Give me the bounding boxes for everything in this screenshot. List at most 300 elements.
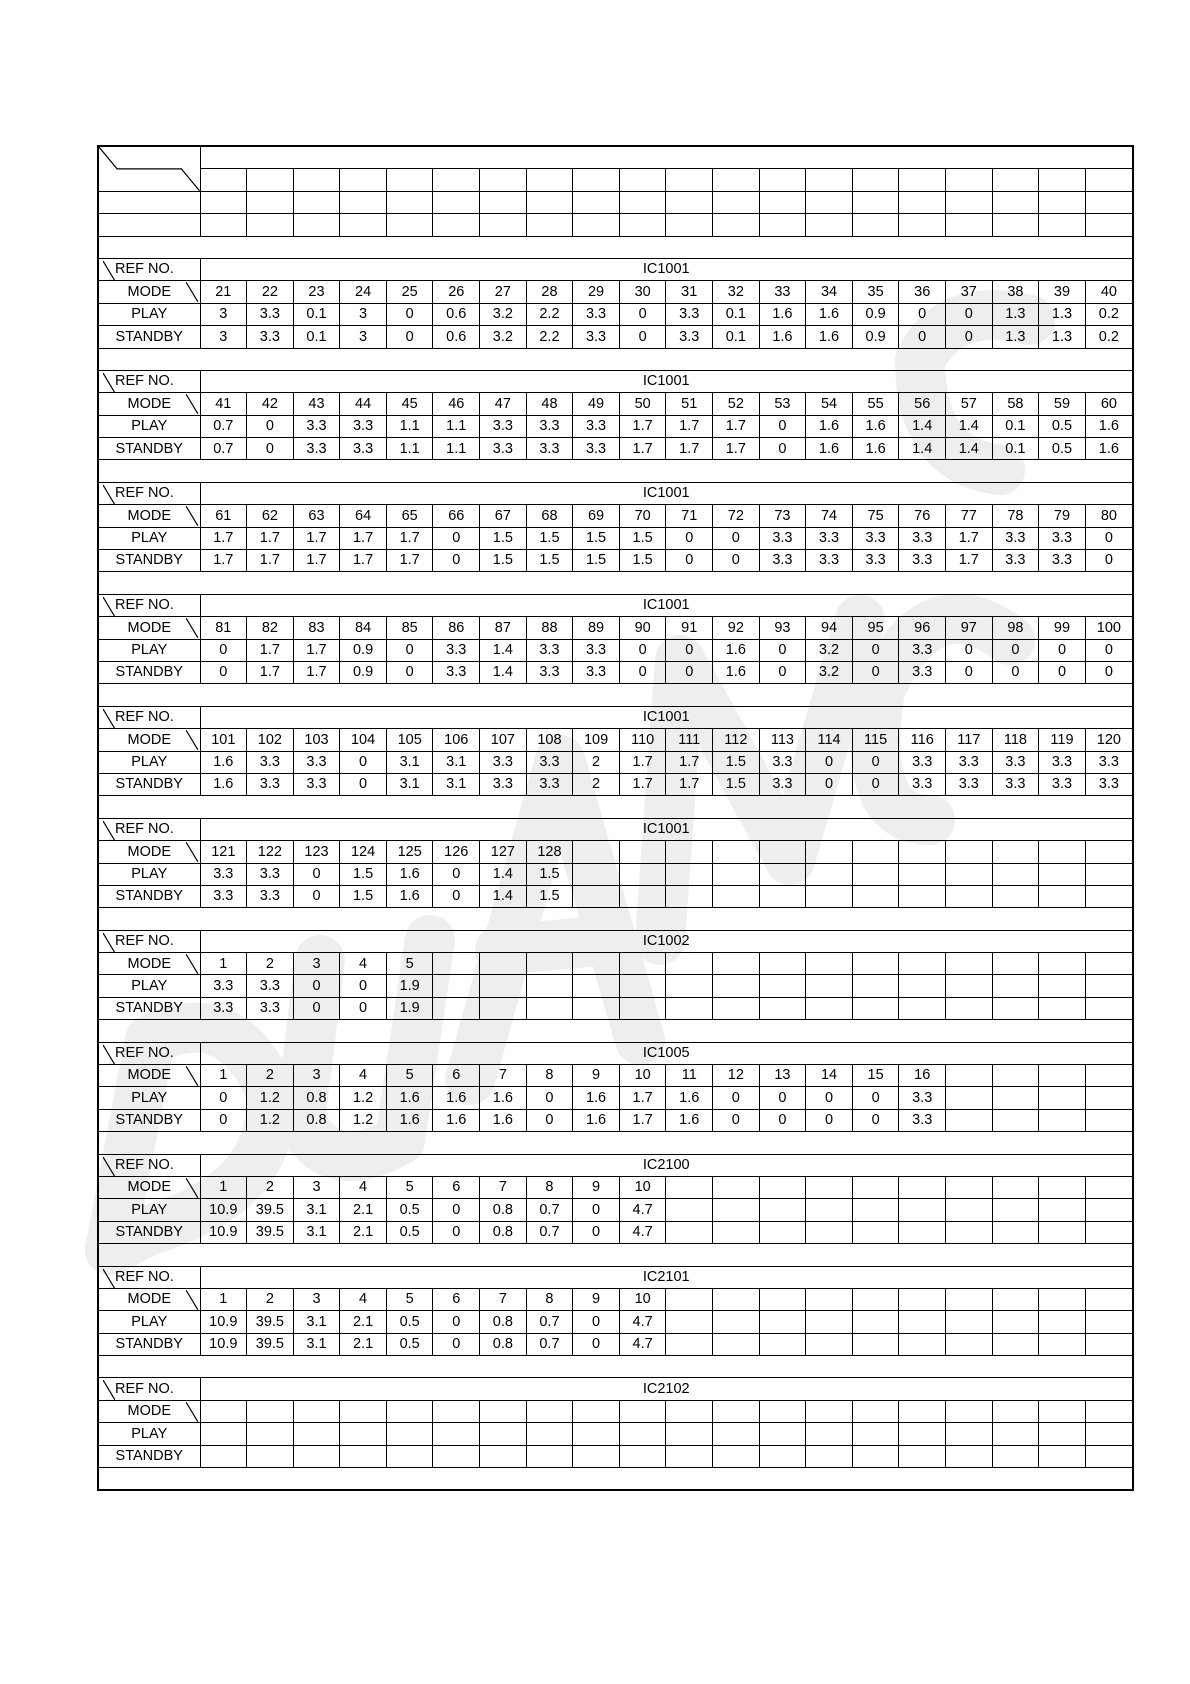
standby-voltage-cell: 0	[293, 997, 340, 1019]
play-voltage-cell	[946, 1087, 993, 1109]
pin-number-cell: 109	[573, 729, 620, 751]
play-voltage-cell: 4.7	[619, 1311, 666, 1333]
play-row	[99, 863, 1132, 885]
pin-number-cell: 118	[992, 729, 1039, 751]
play-voltage-cell: 39.5	[247, 1199, 294, 1221]
play-voltage-cell	[806, 1199, 853, 1221]
play-row	[99, 1423, 1132, 1445]
pin-number-cell: 23	[293, 281, 340, 303]
standby-label: STANDBY	[99, 438, 200, 460]
header-value-cell	[433, 191, 480, 213]
standby-voltage-cell: 3.1	[386, 773, 433, 795]
play-voltage-cell: 3	[200, 303, 247, 325]
standby-voltage-cell	[806, 1333, 853, 1355]
standby-row	[99, 885, 1132, 907]
standby-voltage-cell	[666, 1445, 713, 1467]
play-voltage-cell: 2.1	[340, 1311, 387, 1333]
play-voltage-cell: 3.3	[293, 751, 340, 773]
standby-voltage-cell	[713, 1221, 760, 1243]
pin-number-cell: 46	[433, 393, 480, 415]
pin-number-cell: 77	[946, 505, 993, 527]
standby-voltage-cell	[1085, 997, 1132, 1019]
spacer-row	[99, 460, 1132, 482]
ref-no-text: REF NO.	[115, 1268, 174, 1285]
play-voltage-cell: 3.3	[1039, 751, 1086, 773]
standby-voltage-cell	[946, 1221, 993, 1243]
play-voltage-cell: 1.7	[713, 415, 760, 437]
standby-voltage-cell	[433, 997, 480, 1019]
play-voltage-cell: 0	[386, 303, 433, 325]
pin-number-cell	[619, 953, 666, 975]
play-voltage-cell: 3	[340, 303, 387, 325]
pin-number-cell	[992, 1400, 1039, 1422]
standby-voltage-cell: 3.3	[526, 661, 573, 683]
pin-number-cell: 104	[340, 729, 387, 751]
play-voltage-cell: 3.3	[852, 527, 899, 549]
standby-voltage-cell: 0	[247, 438, 294, 460]
pin-number-cell: 72	[713, 505, 760, 527]
play-label: PLAY	[99, 415, 200, 437]
standby-voltage-cell: 3.3	[433, 661, 480, 683]
standby-voltage-cell: 0.8	[293, 1109, 340, 1131]
play-voltage-cell	[852, 1199, 899, 1221]
header-value-cell	[992, 191, 1039, 213]
standby-voltage-cell	[666, 1221, 713, 1243]
pin-number-cell: 61	[200, 505, 247, 527]
standby-row	[99, 550, 1132, 572]
pin-number-cell: 123	[293, 841, 340, 863]
pin-number-cell: 59	[1039, 393, 1086, 415]
play-label: PLAY	[99, 863, 200, 885]
standby-row	[99, 1109, 1132, 1131]
play-voltage-cell	[806, 1311, 853, 1333]
ref-no-label	[99, 594, 200, 616]
play-voltage-cell	[759, 975, 806, 997]
play-voltage-cell: 3.3	[480, 415, 527, 437]
ref-row	[99, 818, 1132, 840]
play-voltage-cell	[946, 1423, 993, 1445]
play-voltage-cell: 0.6	[433, 303, 480, 325]
standby-voltage-cell	[200, 1445, 247, 1467]
play-voltage-cell: 3.3	[340, 415, 387, 437]
standby-voltage-cell	[852, 1445, 899, 1467]
header-value-cell	[759, 214, 806, 236]
play-voltage-cell: 0.5	[1039, 415, 1086, 437]
pin-number-cell: 8	[526, 1065, 573, 1087]
play-voltage-cell: 0.5	[386, 1199, 433, 1221]
standby-voltage-cell	[573, 1445, 620, 1467]
play-voltage-cell: 0	[759, 1087, 806, 1109]
standby-voltage-cell: 0	[1085, 550, 1132, 572]
mode-text: MODE	[127, 1179, 171, 1196]
pin-number-cell: 7	[480, 1176, 527, 1198]
mode-row	[99, 505, 1132, 527]
standby-voltage-cell: 1.4	[480, 885, 527, 907]
play-label: PLAY	[99, 303, 200, 325]
play-voltage-cell: 0.1	[293, 303, 340, 325]
standby-voltage-cell: 3.3	[899, 550, 946, 572]
play-voltage-cell	[619, 975, 666, 997]
standby-voltage-cell: 1.7	[200, 550, 247, 572]
play-voltage-cell	[480, 975, 527, 997]
pin-number-cell: 113	[759, 729, 806, 751]
play-voltage-cell: 3.3	[899, 639, 946, 661]
play-voltage-cell	[992, 1311, 1039, 1333]
standby-voltage-cell: 4.7	[619, 1221, 666, 1243]
play-voltage-cell: 3.3	[992, 527, 1039, 549]
standby-voltage-cell: 1.5	[619, 550, 666, 572]
standby-voltage-cell: 0	[386, 661, 433, 683]
pin-number-cell: 22	[247, 281, 294, 303]
ref-no-text: REF NO.	[115, 821, 174, 838]
pin-number-cell: 52	[713, 393, 760, 415]
play-label: PLAY	[99, 1087, 200, 1109]
header-value-cell	[293, 214, 340, 236]
standby-label: STANDBY	[99, 1221, 200, 1243]
play-voltage-cell	[573, 1423, 620, 1445]
standby-voltage-cell: 2.2	[526, 326, 573, 348]
pin-number-cell: 108	[526, 729, 573, 751]
play-voltage-cell: 3.3	[480, 751, 527, 773]
standby-voltage-cell: 10.9	[200, 1333, 247, 1355]
header-value-cell	[1085, 191, 1132, 213]
pin-number-cell	[1039, 1176, 1086, 1198]
play-voltage-cell: 1.6	[433, 1087, 480, 1109]
pin-number-cell: 4	[340, 1176, 387, 1198]
play-voltage-cell: 1.6	[806, 415, 853, 437]
standby-voltage-cell: 1.6	[573, 1109, 620, 1131]
spacer-cell	[99, 348, 1132, 370]
header-value-row	[99, 214, 1132, 236]
pin-number-cell: 70	[619, 505, 666, 527]
standby-voltage-cell: 39.5	[247, 1221, 294, 1243]
spacer-row	[99, 572, 1132, 594]
play-voltage-cell	[573, 863, 620, 885]
standby-voltage-cell: 1.5	[526, 885, 573, 907]
pin-number-cell: 3	[293, 1288, 340, 1310]
pin-number-cell: 4	[340, 1065, 387, 1087]
standby-voltage-cell: 3.3	[1085, 773, 1132, 795]
standby-voltage-cell: 1.4	[946, 438, 993, 460]
standby-row	[99, 997, 1132, 1019]
pin-number-cell: 40	[1085, 281, 1132, 303]
standby-row	[99, 1333, 1132, 1355]
pin-number-cell: 67	[480, 505, 527, 527]
play-voltage-cell	[806, 975, 853, 997]
play-voltage-cell: 0	[433, 527, 480, 549]
play-label: PLAY	[99, 751, 200, 773]
play-row	[99, 975, 1132, 997]
standby-voltage-cell	[666, 997, 713, 1019]
standby-voltage-cell: 0	[1085, 661, 1132, 683]
standby-voltage-cell: 3.3	[480, 438, 527, 460]
play-voltage-cell: 0	[340, 751, 387, 773]
ref-no-text: REF NO.	[115, 709, 174, 726]
play-voltage-cell: 1.6	[386, 1087, 433, 1109]
pin-number-cell	[992, 841, 1039, 863]
standby-voltage-cell	[1039, 1109, 1086, 1131]
standby-voltage-cell	[992, 1445, 1039, 1467]
pin-number-cell: 3	[293, 1065, 340, 1087]
pin-number-cell: 6	[433, 1288, 480, 1310]
play-voltage-cell: 3.3	[806, 527, 853, 549]
play-voltage-cell	[899, 863, 946, 885]
play-voltage-cell: 0	[433, 863, 480, 885]
pin-number-cell: 120	[1085, 729, 1132, 751]
pin-number-cell: 93	[759, 617, 806, 639]
pin-number-cell: 37	[946, 281, 993, 303]
header-diagonal-cell	[99, 147, 200, 191]
pin-number-cell: 91	[666, 617, 713, 639]
ic-ref-cell: IC2102	[200, 1378, 1132, 1400]
play-voltage-cell: 0	[433, 1199, 480, 1221]
ic-ref-cell: IC2101	[200, 1266, 1132, 1288]
pin-number-cell: 111	[666, 729, 713, 751]
play-voltage-cell: 3.3	[247, 975, 294, 997]
mode-row	[99, 617, 1132, 639]
standby-voltage-cell: 1.1	[386, 438, 433, 460]
pin-number-cell: 65	[386, 505, 433, 527]
header-value-cell	[247, 214, 294, 236]
standby-voltage-cell: 3.3	[247, 326, 294, 348]
pin-number-cell	[573, 841, 620, 863]
ref-no-text: REF NO.	[115, 261, 174, 278]
pin-number-cell	[619, 1400, 666, 1422]
pin-number-cell	[247, 1400, 294, 1422]
play-voltage-cell	[1039, 863, 1086, 885]
play-voltage-cell: 1.6	[386, 863, 433, 885]
pin-number-cell: 1	[200, 953, 247, 975]
ref-no-label	[99, 706, 200, 728]
standby-voltage-cell: 0.6	[433, 326, 480, 348]
header-value-cell	[386, 214, 433, 236]
play-label: PLAY	[99, 1423, 200, 1445]
play-label: PLAY	[99, 527, 200, 549]
play-voltage-cell: 0	[340, 975, 387, 997]
standby-voltage-cell: 0	[759, 1109, 806, 1131]
pin-number-cell	[759, 841, 806, 863]
mode-text: MODE	[127, 1291, 171, 1308]
play-voltage-cell: 3.3	[573, 303, 620, 325]
standby-voltage-cell: 0	[619, 326, 666, 348]
spacer-row	[99, 1244, 1132, 1266]
play-voltage-cell: 0.1	[992, 415, 1039, 437]
play-voltage-cell: 3.3	[899, 751, 946, 773]
standby-voltage-cell	[480, 997, 527, 1019]
standby-voltage-cell: 1.9	[386, 997, 433, 1019]
mode-text: MODE	[127, 843, 171, 860]
pin-number-cell: 115	[852, 729, 899, 751]
play-voltage-cell: 1.7	[247, 639, 294, 661]
play-voltage-cell: 0.9	[852, 303, 899, 325]
play-voltage-cell: 0.7	[526, 1199, 573, 1221]
standby-voltage-cell: 3.3	[340, 438, 387, 460]
play-voltage-cell: 1.6	[200, 751, 247, 773]
standby-voltage-cell: 10.9	[200, 1221, 247, 1243]
standby-voltage-cell	[619, 885, 666, 907]
pin-number-cell: 31	[666, 281, 713, 303]
pin-number-cell	[899, 841, 946, 863]
pin-number-cell: 12	[713, 1065, 760, 1087]
standby-voltage-cell: 3.3	[247, 997, 294, 1019]
play-voltage-cell: 1.5	[526, 863, 573, 885]
standby-voltage-cell: 3.2	[806, 661, 853, 683]
header-value-cell	[480, 214, 527, 236]
header-pin-cell	[946, 169, 993, 191]
ref-no-text: REF NO.	[115, 373, 174, 390]
header-value-cell	[852, 191, 899, 213]
spacer-row	[99, 1020, 1132, 1042]
standby-voltage-cell: 1.6	[386, 885, 433, 907]
play-voltage-cell: 0	[200, 1087, 247, 1109]
play-voltage-cell	[946, 1199, 993, 1221]
pin-number-cell	[1039, 1288, 1086, 1310]
standby-voltage-cell: 3.3	[293, 773, 340, 795]
play-label: PLAY	[99, 1311, 200, 1333]
pin-number-cell: 2	[247, 1176, 294, 1198]
pin-number-cell	[992, 1176, 1039, 1198]
play-row	[99, 1311, 1132, 1333]
play-voltage-cell	[992, 863, 1039, 885]
header-value-cell	[99, 214, 200, 236]
play-voltage-cell: 3.3	[759, 527, 806, 549]
ic-ref-cell: IC1002	[200, 930, 1132, 952]
mode-row	[99, 1288, 1132, 1310]
header-pin-cell	[293, 169, 340, 191]
pin-number-cell: 83	[293, 617, 340, 639]
standby-voltage-cell: 0.5	[386, 1221, 433, 1243]
pin-number-cell	[713, 1400, 760, 1422]
play-voltage-cell: 39.5	[247, 1311, 294, 1333]
standby-voltage-cell: 3.1	[293, 1333, 340, 1355]
standby-voltage-cell: 0	[433, 1221, 480, 1243]
standby-voltage-cell	[759, 1445, 806, 1467]
play-voltage-cell	[1039, 1087, 1086, 1109]
standby-voltage-cell	[992, 1221, 1039, 1243]
pin-number-cell: 85	[386, 617, 433, 639]
header-value-cell	[386, 191, 433, 213]
standby-voltage-cell: 0	[433, 550, 480, 572]
standby-row	[99, 1221, 1132, 1243]
standby-voltage-cell: 1.5	[713, 773, 760, 795]
mode-label	[99, 953, 200, 975]
play-voltage-cell	[1085, 975, 1132, 997]
standby-voltage-cell	[526, 1445, 573, 1467]
standby-voltage-cell	[340, 1445, 387, 1467]
pin-number-cell: 94	[806, 617, 853, 639]
standby-voltage-cell: 0	[946, 326, 993, 348]
pin-number-cell: 114	[806, 729, 853, 751]
header-pin-cell	[200, 169, 247, 191]
ref-no-text: REF NO.	[115, 1045, 174, 1062]
pin-number-cell: 10	[619, 1176, 666, 1198]
pin-number-cell: 112	[713, 729, 760, 751]
standby-voltage-cell: 1.5	[340, 885, 387, 907]
play-voltage-cell: 0	[573, 1199, 620, 1221]
ref-row	[99, 258, 1132, 280]
header-value-cell	[1039, 214, 1086, 236]
standby-label: STANDBY	[99, 661, 200, 683]
play-voltage-cell	[1085, 1199, 1132, 1221]
play-voltage-cell: 1.6	[480, 1087, 527, 1109]
standby-voltage-cell	[806, 885, 853, 907]
pin-number-cell: 2	[247, 953, 294, 975]
standby-voltage-cell	[946, 997, 993, 1019]
play-row	[99, 415, 1132, 437]
ref-no-label	[99, 1266, 200, 1288]
header-value-cell	[247, 191, 294, 213]
voltage-table	[99, 147, 1132, 1489]
play-voltage-cell: 0.1	[713, 303, 760, 325]
header-value-cell	[759, 191, 806, 213]
header-value-cell	[619, 191, 666, 213]
header-top-row	[99, 147, 1132, 169]
ref-row	[99, 594, 1132, 616]
play-voltage-cell: 1.7	[666, 415, 713, 437]
standby-voltage-cell: 1.6	[480, 1109, 527, 1131]
ref-no-text: REF NO.	[115, 933, 174, 950]
header-value-cell	[573, 214, 620, 236]
standby-voltage-cell: 1.2	[247, 1109, 294, 1131]
mode-row	[99, 1065, 1132, 1087]
standby-voltage-cell: 4.7	[619, 1333, 666, 1355]
mode-text: MODE	[127, 395, 171, 412]
play-voltage-cell	[899, 1199, 946, 1221]
play-voltage-cell	[1085, 1087, 1132, 1109]
standby-voltage-cell: 0	[852, 1109, 899, 1131]
header-value-cell	[946, 214, 993, 236]
standby-voltage-cell: 3.3	[200, 997, 247, 1019]
standby-voltage-cell: 0	[200, 1109, 247, 1131]
standby-voltage-cell: 1.5	[526, 550, 573, 572]
standby-label: STANDBY	[99, 773, 200, 795]
standby-voltage-cell	[1085, 1109, 1132, 1131]
pin-number-cell: 50	[619, 393, 666, 415]
standby-voltage-cell: 1.7	[386, 550, 433, 572]
play-voltage-cell: 3.1	[386, 751, 433, 773]
play-voltage-cell: 10.9	[200, 1199, 247, 1221]
pin-number-cell: 60	[1085, 393, 1132, 415]
play-voltage-cell: 1.6	[852, 415, 899, 437]
header-pin-cell	[852, 169, 899, 191]
pin-number-cell: 99	[1039, 617, 1086, 639]
play-row	[99, 1087, 1132, 1109]
play-voltage-cell: 0	[713, 1087, 760, 1109]
play-row	[99, 303, 1132, 325]
standby-voltage-cell: 3.3	[573, 661, 620, 683]
pin-number-cell: 69	[573, 505, 620, 527]
pin-number-cell: 25	[386, 281, 433, 303]
play-voltage-cell: 1.5	[619, 527, 666, 549]
play-voltage-cell: 3.3	[666, 303, 713, 325]
play-voltage-cell: 0.7	[526, 1311, 573, 1333]
pin-number-cell: 74	[806, 505, 853, 527]
play-voltage-cell: 1.2	[340, 1087, 387, 1109]
standby-voltage-cell: 0.9	[852, 326, 899, 348]
play-voltage-cell: 1.1	[433, 415, 480, 437]
standby-voltage-cell	[1039, 885, 1086, 907]
play-voltage-cell	[992, 1423, 1039, 1445]
standby-voltage-cell: 1.7	[666, 438, 713, 460]
header-pin-cell	[573, 169, 620, 191]
pin-number-cell	[852, 1288, 899, 1310]
ref-no-label	[99, 818, 200, 840]
play-voltage-cell	[1085, 863, 1132, 885]
spacer-cell	[99, 908, 1132, 930]
ic-ref-cell: IC1001	[200, 258, 1132, 280]
pin-number-cell: 30	[619, 281, 666, 303]
play-voltage-cell	[852, 863, 899, 885]
